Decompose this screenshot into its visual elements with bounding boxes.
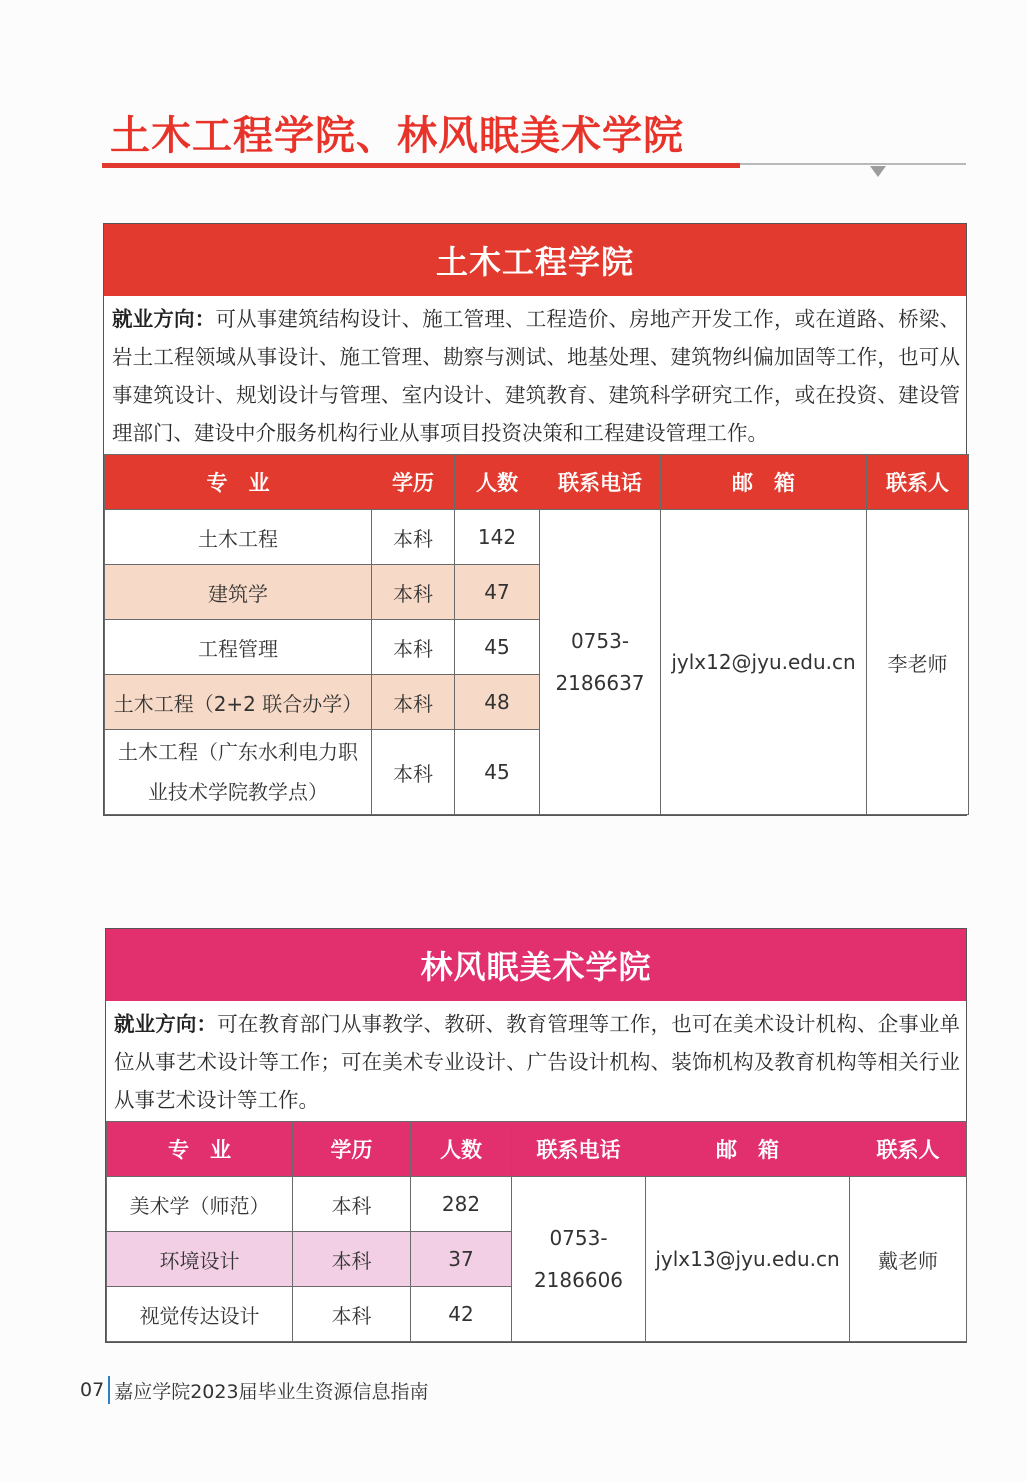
majors-table (104, 454, 969, 815)
col-phone: 联系电话 (540, 455, 661, 510)
email-cell: jylx13@jyu.edu.cn (646, 1177, 850, 1342)
table-row (105, 510, 969, 565)
count-cell: 45 (455, 620, 540, 675)
page-title: 土木工程学院、林风眠美术学院 (110, 112, 684, 159)
col-degree: 学历 (372, 455, 455, 510)
count-cell: 142 (455, 510, 540, 565)
major-cell: 土木工程（2+2 联合办学） (105, 675, 372, 730)
table-header-row (107, 1122, 967, 1177)
major-cell: 环境设计 (107, 1232, 293, 1287)
table-header-row (105, 455, 969, 510)
contact-cell: 李老师 (867, 510, 969, 815)
phone-cell: 0753-2186606 (512, 1177, 646, 1342)
count-cell: 47 (455, 565, 540, 620)
page-footer (80, 1376, 429, 1404)
degree-cell: 本科 (372, 620, 455, 675)
degree-cell: 本科 (372, 565, 455, 620)
major-cell: 工程管理 (105, 620, 372, 675)
title-underline (102, 163, 740, 168)
guide-title: 嘉应学院2023届毕业生资源信息指南 (114, 1380, 429, 1403)
page-number: 07 (80, 1379, 105, 1401)
section-heading: 林风眠美术学院 (106, 929, 966, 1001)
title-underline-extension (740, 163, 966, 165)
email-cell: jylx12@jyu.edu.cn (661, 510, 867, 815)
degree-cell: 本科 (293, 1232, 411, 1287)
major-cell: 建筑学 (105, 565, 372, 620)
count-cell: 37 (411, 1232, 512, 1287)
col-degree: 学历 (293, 1122, 411, 1177)
table-row (107, 1177, 967, 1232)
col-count: 人数 (411, 1122, 512, 1177)
degree-cell: 本科 (372, 510, 455, 565)
col-count: 人数 (455, 455, 540, 510)
section-civil-engineering (103, 223, 967, 816)
count-cell: 48 (455, 675, 540, 730)
direction-label: 就业方向： (112, 307, 216, 331)
major-cell: 美术学（师范） (107, 1177, 293, 1232)
phone-cell: 0753-2186637 (540, 510, 661, 815)
section-heading: 土木工程学院 (104, 224, 966, 296)
degree-cell: 本科 (372, 675, 455, 730)
footer-divider (108, 1376, 110, 1404)
col-email: 邮 箱 (661, 455, 867, 510)
col-contact: 联系人 (867, 455, 969, 510)
direction-text: 可从事建筑结构设计、施工管理、工程造价、房地产开发工作，或在道路、桥梁、岩土工程领域从事设计、施工管理、勘察与测试、地基处理、建筑物纠偏加固等工作，也可从事建筑设计、规划设计与管理、室内设计、建筑教育、建筑科学研究工作，或在投资、建设管理部门、建设中介服务机构行业从事项目投资决策和工程建设管理工作。 (112, 307, 960, 445)
triangle-marker-icon (870, 166, 886, 177)
direction-label: 就业方向： (114, 1012, 218, 1036)
degree-cell: 本科 (293, 1177, 411, 1232)
col-major: 专 业 (105, 455, 372, 510)
major-cell: 视觉传达设计 (107, 1287, 293, 1342)
contact-cell: 戴老师 (850, 1177, 967, 1342)
count-cell: 42 (411, 1287, 512, 1342)
col-contact: 联系人 (850, 1122, 967, 1177)
col-major: 专 业 (107, 1122, 293, 1177)
direction-text: 可在教育部门从事教学、教研、教育管理等工作，也可在美术设计机构、企事业单位从事艺术设计等工作；可在美术专业设计、广告设计机构、装饰机构及教育机构等相关行业从事艺术设计等工作。 (114, 1012, 960, 1112)
degree-cell: 本科 (293, 1287, 411, 1342)
col-email: 邮 箱 (646, 1122, 850, 1177)
major-cell: 土木工程（广东水利电力职业技术学院教学点） (105, 730, 372, 815)
degree-cell: 本科 (372, 730, 455, 815)
majors-table (106, 1121, 967, 1342)
section-fine-arts (105, 928, 967, 1343)
employment-direction (106, 1001, 966, 1121)
major-cell: 土木工程 (105, 510, 372, 565)
count-cell: 45 (455, 730, 540, 815)
count-cell: 282 (411, 1177, 512, 1232)
employment-direction (104, 296, 966, 454)
col-phone: 联系电话 (512, 1122, 646, 1177)
